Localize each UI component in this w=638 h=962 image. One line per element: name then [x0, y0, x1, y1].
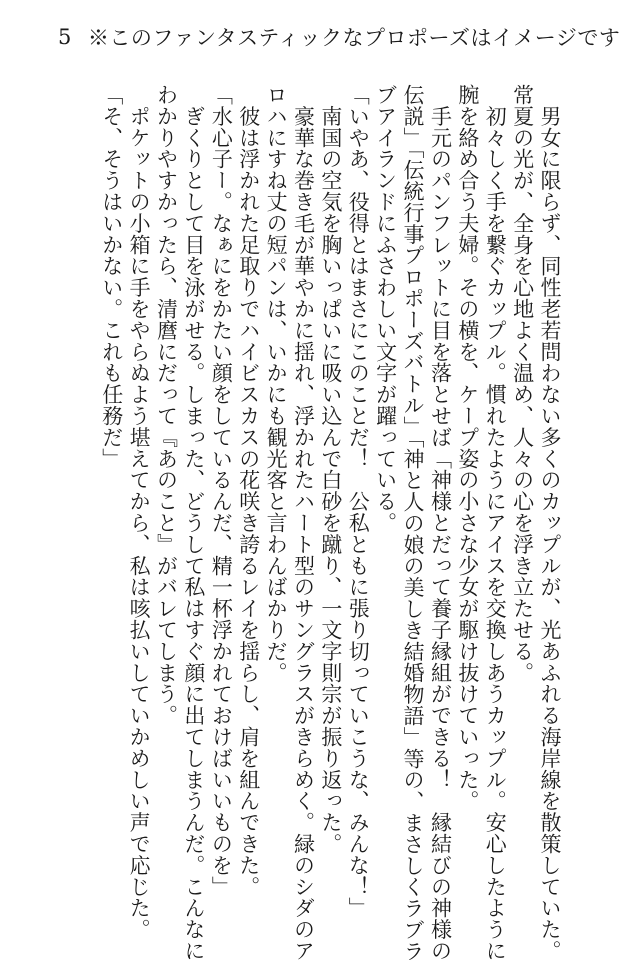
text-line: ブアイランドにふさわしい文字が躍っている。	[373, 84, 398, 534]
text-line: 初々しく手を繋ぐカップル。慣れたようにアイスを交換しあうカップル。安心したように	[483, 84, 508, 962]
text-line: 常夏の光が、全身を心地よく温め、人々の心を浮き立たせる。	[510, 84, 535, 684]
page-number: 5	[58, 25, 72, 49]
chapter-title: ※このファンタスティックなプロポーズはイメージです	[87, 26, 621, 50]
text-line: 南国の空気を胸いっぱいに吸い込んで白砂を蹴り、一文字則宗が振り返った。	[318, 84, 343, 855]
text-line: 「いやあ、役得とはまさにこのことだ！ 公私ともに張り切っていこうな、みんな！」	[346, 84, 371, 919]
text-line: わかりやすかったら、清麿にだって『あのこと』がバレてしまう。	[154, 84, 179, 726]
text-line: 「水心子ー。なぁにをかたい顔をしているんだ、精一杯浮かれておけばいいものを」	[209, 84, 234, 898]
text-line: 腕を絡め合う夫婦。その横を、ケープ姿の小さな少女が駆け抜けていった。	[455, 84, 480, 812]
text-line: ロハにすね丈の短パンは、いかにも観光客と言わんばかりだ。	[264, 84, 289, 684]
text-line: 男女に限らず、同性老若問わない多くのカップルが、光あふれる海岸線を散策していた。	[538, 84, 562, 962]
text-line: ポケットの小箱に手をやらぬよう堪えてから、私は咳払いしていかめしい声で応じた。	[127, 84, 152, 940]
vertical-body-text	[60, 84, 562, 962]
text-line: 「そ、そうはいかない。これも任務だ」	[99, 84, 124, 470]
text-line: 手元のパンフレットに目を落とせば「神様とだって養子縁組ができる！ 縁結びの神様の	[428, 84, 453, 962]
text-line: 豪華な巻き毛が華やかに揺れ、浮かれたハート型のサングラスがきらめく。緑のシダのア	[291, 84, 316, 962]
text-line: 彼は浮かれた足取りでハイビスカスの花咲き誇るレイを揺らし、肩を組んできた。	[236, 84, 261, 898]
text-line: 伝説」「伝統行事プロポーズバトル」「神と人の娘の美しき結婚物語」等の、まさしくラブラ	[401, 84, 426, 962]
text-line: ぎくりとして目を泳がせる。しまった、どうして私はすぐ顔に出てしまうんだ。こんなに	[181, 84, 206, 962]
page-header	[58, 22, 621, 52]
